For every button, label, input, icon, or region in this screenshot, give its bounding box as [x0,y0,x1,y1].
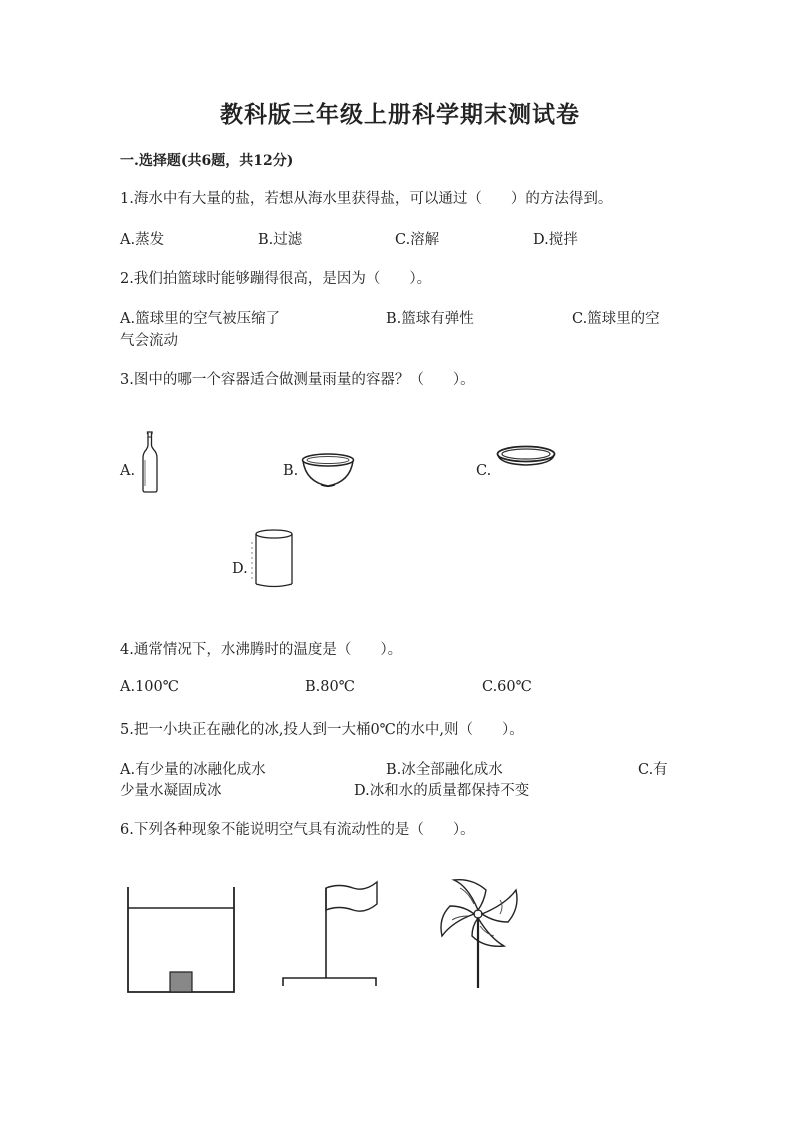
q4-option-c[interactable]: C.60℃ [482,679,532,695]
question-4-text: 4.通常情况下，水沸腾时的温度是（ ）。 [120,642,403,658]
q1-option-c[interactable]: C.溶解 [395,232,440,248]
section-heading: 一.选择题(共6题，共12分) [120,153,294,169]
q1-option-b[interactable]: B.过滤 [258,232,303,248]
q5-option-d[interactable]: D.冰和水的质量都保持不变 [354,783,530,799]
question-2-text: 2.我们拍篮球时能够蹦得很高，是因为（ ）。 [120,271,432,287]
question-3-text: 3.图中的哪一个容器适合做测量雨量的容器？（ ）。 [120,372,475,388]
pinwheel-icon [438,876,522,990]
q3-option-a[interactable]: A. [120,463,136,479]
q2-option-c-continued: 气会流动 [120,333,178,349]
question-5-text: 5.把一小块正在融化的冰,投人到一大桶0℃的水中,则（ ）。 [120,722,524,738]
water-tank-icon [126,887,236,995]
bottle-icon [139,430,161,494]
q5-option-c[interactable]: C.有 [638,762,668,778]
q2-option-c[interactable]: C.篮球里的空 [572,311,660,327]
q5-option-b[interactable]: B.冰全部融化成水 [386,762,503,778]
q2-option-b[interactable]: B.篮球有弹性 [386,311,474,327]
flag-icon [281,880,381,990]
question-1-text: 1.海水中有大量的盐，若想从海水里获得盐，可以通过（ ）的方法得到。 [120,191,613,207]
q4-option-a[interactable]: A.100℃ [120,679,179,695]
plate-icon [496,445,556,469]
q1-option-a[interactable]: A.蒸发 [120,232,165,248]
q3-option-c[interactable]: C. [476,463,492,479]
cylinder-cup-icon [250,528,296,590]
q2-option-a[interactable]: A.篮球里的空气被压缩了 [120,311,281,327]
q5-option-c-continued: 少量水凝固成冰 [120,783,222,799]
q1-option-d[interactable]: D.搅拌 [533,232,578,248]
question-6-text: 6.下列各种现象不能说明空气具有流动性的是（ ）。 [120,822,475,838]
q5-option-a[interactable]: A.有少量的冰融化成水 [120,762,266,778]
q4-option-b[interactable]: B.80℃ [305,679,355,695]
q3-option-b[interactable]: B. [283,463,299,479]
q3-option-d[interactable]: D. [232,561,248,577]
bowl-icon [301,452,355,488]
page-title: 教科版三年级上册科学期末测试卷 [220,101,580,128]
